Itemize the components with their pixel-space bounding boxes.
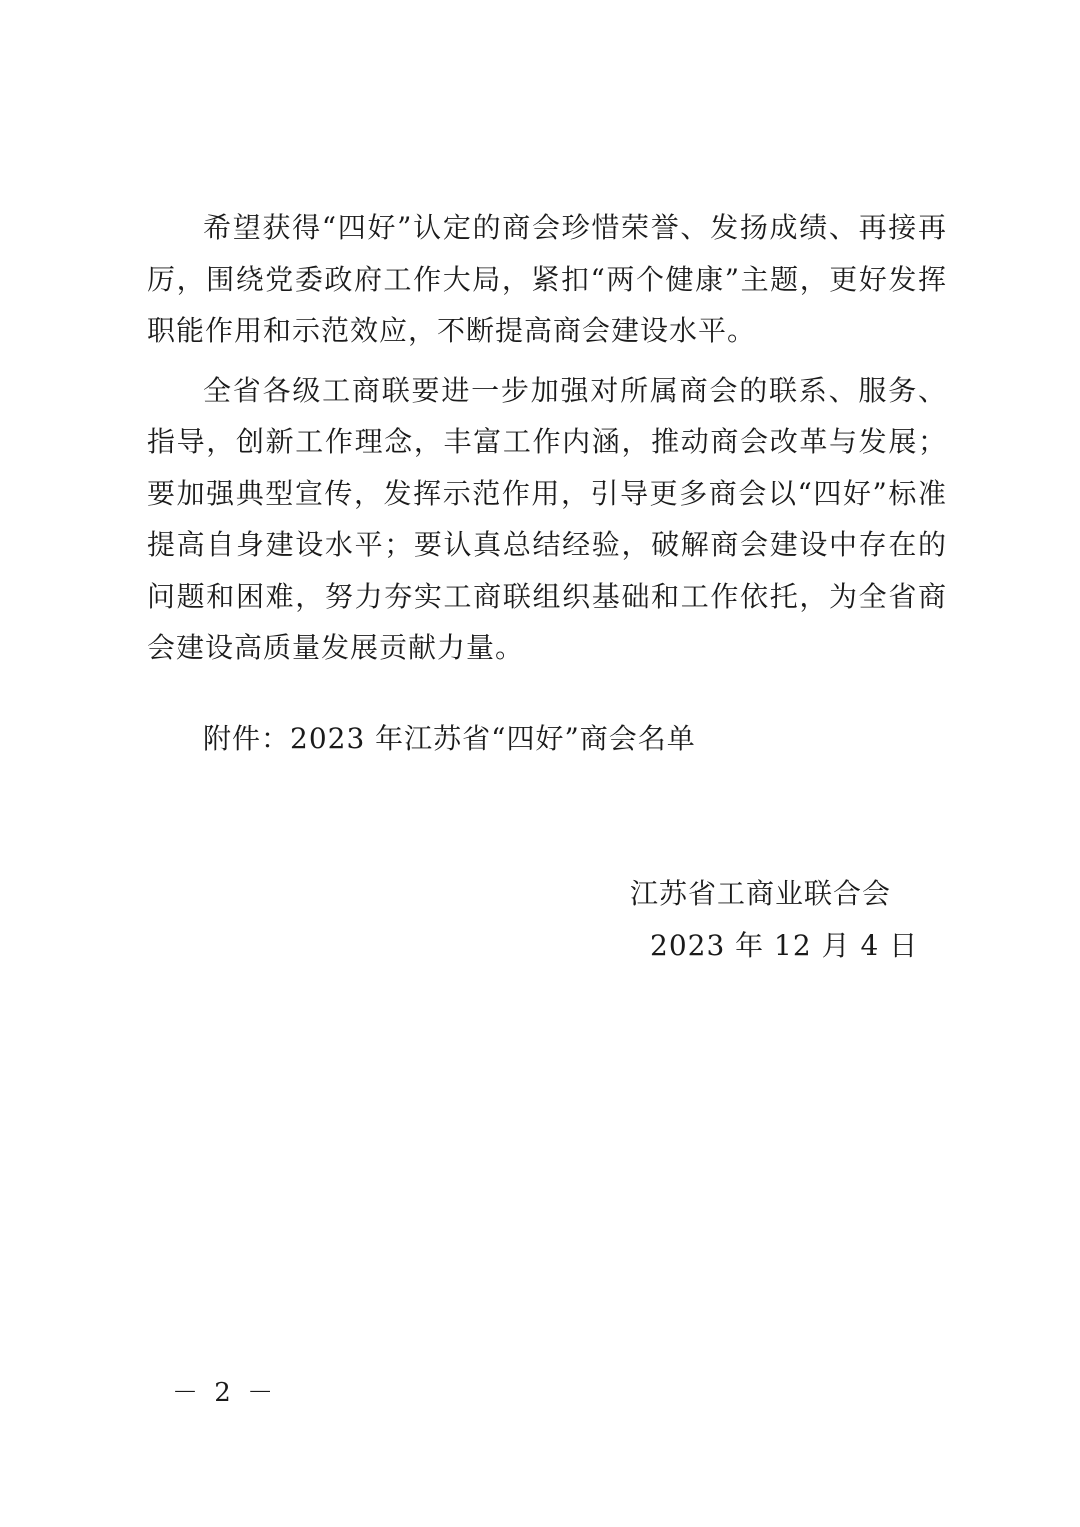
issuing-organization: 江苏省工商业联合会 <box>630 877 892 910</box>
page-number: － 2 － <box>172 1378 278 1408</box>
attachment-note: 附件：2023 年江苏省“四好”商会名单 <box>203 722 696 755</box>
paragraph-requirements: 全省各级工商联要进一步加强对所属商会的联系、服务、指导，创新工作理念，丰富工作内涵，推动商会改革与发展；要加强典型宣传，发挥示范作用，引导更多商会以“四好”标准提高自身建设水平；要认真总结经验，破解商会建设中存在的问题和困难，努力夯实工商联组织基础和工作依托，为全省商会建设高质量发展贡献力量。 <box>147 373 947 664</box>
issue-date: 2023 年 12 月 4 日 <box>650 929 919 962</box>
document-body <box>147 202 947 674</box>
paragraph-expectation: 希望获得“四好”认定的商会珍惜荣誉、发扬成绩、再接再厉，围绕党委政府工作大局，紧扣“两个健康”主题，更好发挥职能作用和示范效应，不断提高商会建设水平。 <box>147 211 947 347</box>
